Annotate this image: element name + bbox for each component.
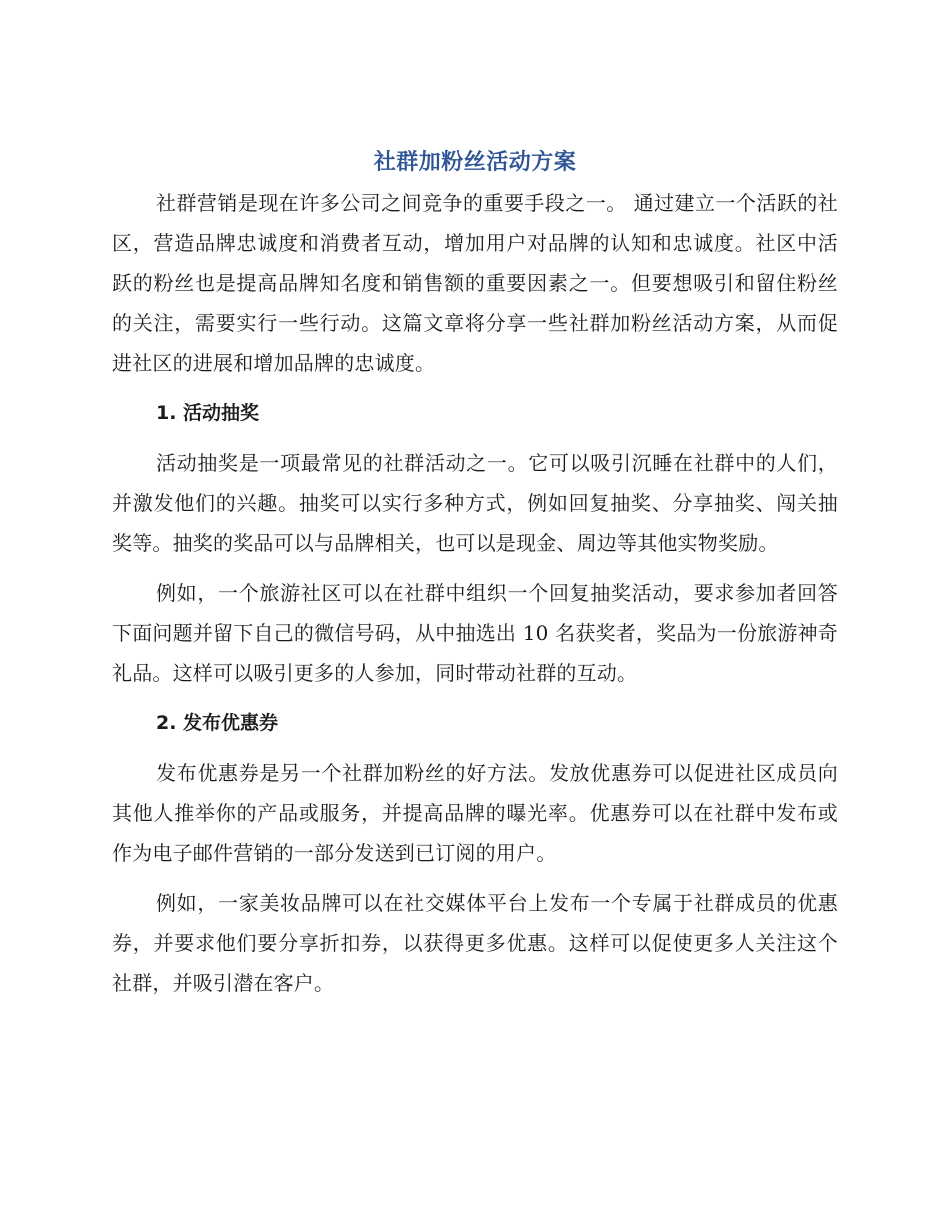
- spacer: [112, 693, 838, 703]
- spacer: [112, 433, 838, 443]
- section-heading-lottery: 1. 活动抽奖: [156, 402, 260, 424]
- spacer: [112, 743, 838, 753]
- coupons-paragraph-1: 发布优惠券是另一个社群加粉丝的好方法。发放优惠券可以促进社区成员向其他人推举你的产品或服务，并提高品牌的曝光率。优惠券可以在社群中发布或作为电子邮件营销的一部分发送到已订阅的用户。: [112, 761, 838, 865]
- lottery-paragraph-2: 例如，一个旅游社区可以在社群中组织一个回复抽奖活动，要求参加者回答下面问题并留下自己的微信号码，从中抽选出 10 名获奖者，奖品为一份旅游神奇礼品。这样可以吸引更多的人参加，同时带动社群的互动。: [112, 581, 838, 685]
- document-title: 社群加粉丝活动方案: [373, 150, 577, 175]
- section-heading-coupons: 2. 发布优惠券: [156, 712, 279, 734]
- lottery-paragraph-1: 活动抽奖是一项最常见的社群活动之一。它可以吸引沉睡在社群中的人们，并激发他们的兴趣。抽奖可以实行多种方式，例如回复抽奖、分享抽奖、闯关抽奖等。抽奖的奖品可以与品牌相关，也可以是现金、周边等其他实物奖励。: [112, 451, 838, 555]
- document-body: [112, 143, 838, 1003]
- spacer: [112, 383, 838, 393]
- spacer: [112, 563, 838, 573]
- coupons-paragraph-2: 例如，一家美妆品牌可以在社交媒体平台上发布一个专属于社群成员的优惠券，并要求他们要分享折扣券，以获得更多优惠。这样可以促使更多人关注这个社群，并吸引潜在客户。: [112, 891, 838, 995]
- intro-paragraph: 社群营销是现在许多公司之间竞争的重要手段之一。 通过建立一个活跃的社区，营造品牌忠诚度和消费者互动，增加用户对品牌的认知和忠诚度。社区中活跃的粉丝也是提高品牌知名度和销售额的重要因素之一。但要想吸引和留住粉丝的关注，需要实行一些行动。这篇文章将分享一些社群加粉丝活动方案，从而促进社区的进展和增加品牌的忠诚度。: [112, 191, 838, 375]
- spacer: [112, 873, 838, 883]
